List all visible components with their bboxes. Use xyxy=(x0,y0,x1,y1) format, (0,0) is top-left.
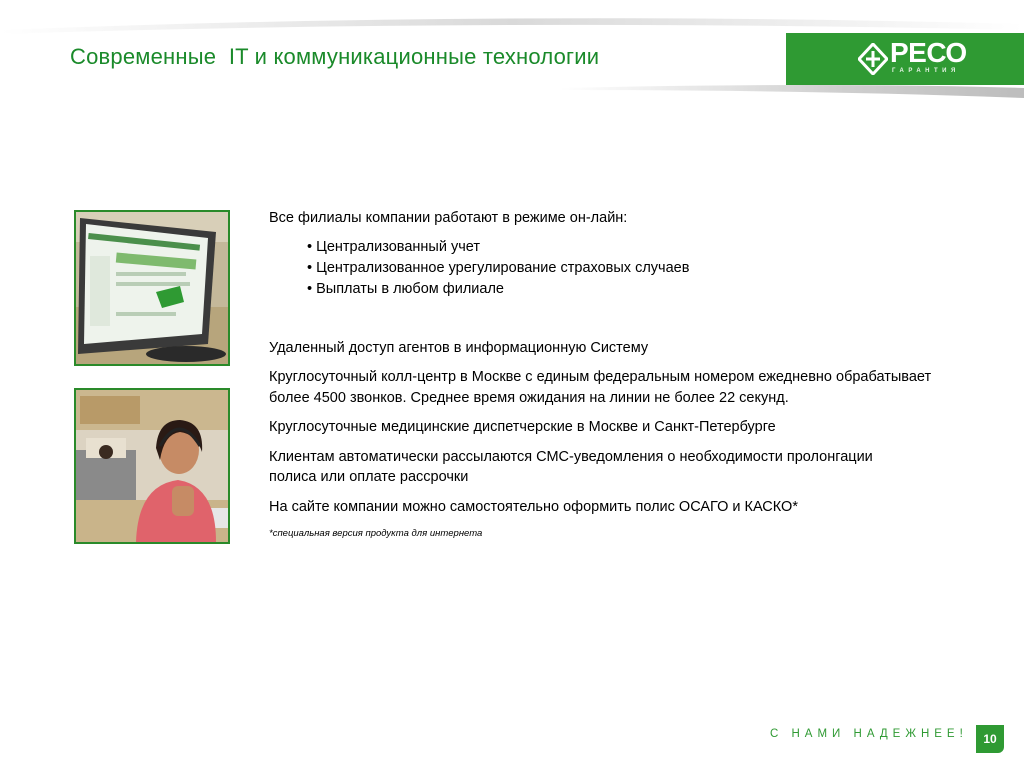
online-policy-text: На сайте компании можно самостоятельно оформить полис ОСАГО и КАСКО* xyxy=(269,498,798,515)
remote-access-text: Удаленный доступ агентов в информационную Систему xyxy=(269,339,649,356)
call-center-photo xyxy=(74,388,230,544)
footer-slogan: С НАМИ НАДЕЖНЕЕ! xyxy=(770,728,968,740)
call-center-text: Круглосуточный колл-центр в Москве с единым федеральным номером ежедневно обрабатывает более 4500 звонков. Среднее время ожидания на линии не более 22 секунд. xyxy=(269,369,932,406)
computer-screen-photo xyxy=(74,210,230,366)
slide-body xyxy=(269,208,949,545)
logo-subtitle: ГАРАНТИЯ xyxy=(892,68,960,74)
page-number: 10 xyxy=(976,725,1004,753)
list-item: • Централизованный учет xyxy=(307,237,949,258)
footnote: *специальная версия продукта для интернета xyxy=(269,528,483,539)
company-logo xyxy=(786,33,1024,85)
list-item: • Централизованное урегулирование страховых случаев xyxy=(307,258,949,279)
feature-list xyxy=(307,237,949,300)
slide-title: Современные IT и коммуникационные технологии xyxy=(70,44,600,69)
sms-text: Клиентам автоматически рассылаются СМС-уведомления о необходимости пролонгации полиса или оплате рассрочки xyxy=(269,448,873,485)
logo-text: РЕСО xyxy=(890,37,967,68)
logo-emblem-icon xyxy=(858,43,888,75)
intro-text: Все филиалы компании работают в режиме он-лайн: xyxy=(269,210,628,226)
medical-dispatch-text: Круглосуточные медицинские диспетчерские в Москве и Санкт-Петербурге xyxy=(269,419,776,435)
list-item: • Выплаты в любом филиале xyxy=(307,279,949,300)
